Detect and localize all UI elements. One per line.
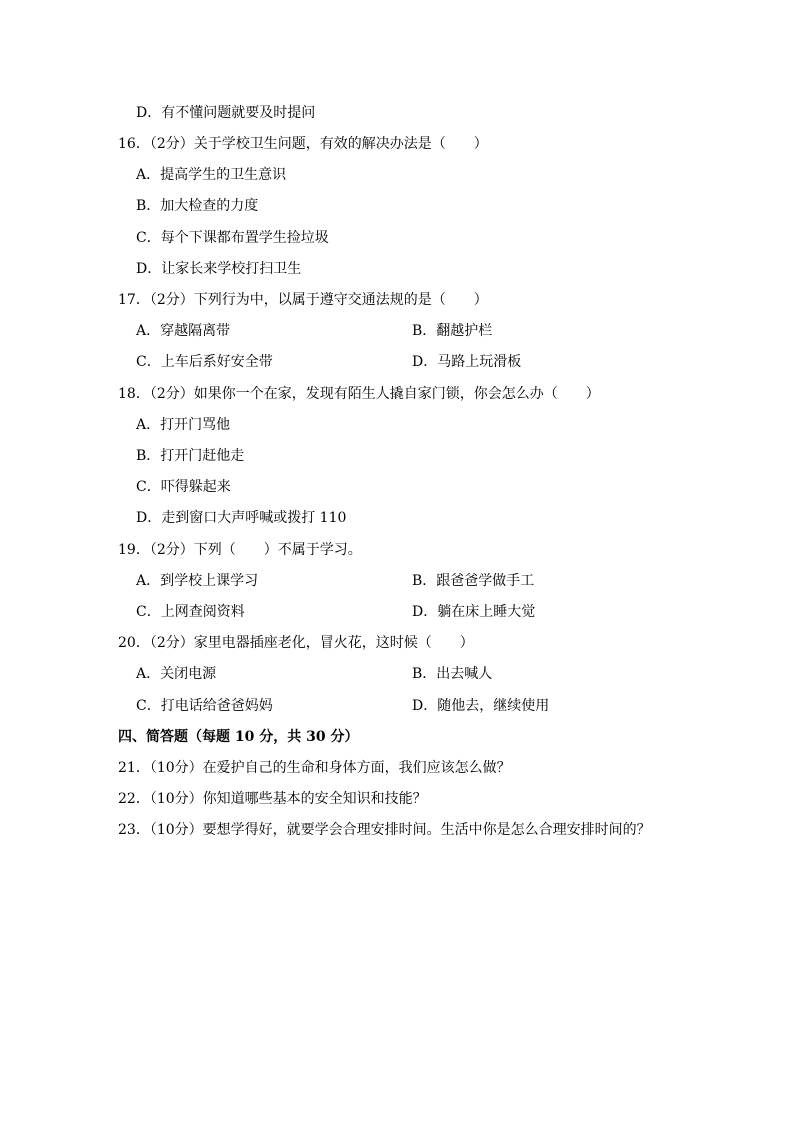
q18-option-a: A．打开门骂他	[136, 417, 231, 433]
q19-option-c: C．上网查阅资料	[136, 604, 245, 620]
q23-stem: 23．（10分）要想学得好，就要学会合理安排时间。生活中你是怎么合理安排时间的？	[118, 822, 651, 838]
q21-stem: 21．（10分）在爱护自己的生命和身体方面，我们应该怎么做？	[118, 760, 511, 776]
q17-option-d: D．马路上玩滑板	[412, 354, 522, 370]
q20-option-d: D．随他去，继续使用	[412, 698, 550, 714]
q17-stem: 17．（2分）下列行为中，以属于遵守交通法规的是（ ）	[118, 292, 488, 308]
q17-option-b: B．翻越护栏	[412, 323, 493, 339]
q20-option-c: C．打电话给爸爸妈妈	[136, 698, 273, 714]
q18-option-b: B．打开门赶他走	[136, 448, 245, 464]
q16-option-d: D．让家长来学校打扫卫生	[136, 261, 302, 277]
q18-option-d: D．走到窗口大声呼喊或拨打 110	[136, 510, 347, 526]
q20-option-a: A．关闭电源	[136, 666, 217, 682]
section-heading: 四、简答题（每题 10 分，共 30 分）	[118, 729, 359, 745]
q20-stem: 20．（2分）家里电器插座老化，冒火花，这时候（ ）	[118, 635, 474, 651]
q18-stem: 18．（2分）如果你一个在家，发现有陌生人撬自家门锁，你会怎么办（ ）	[118, 386, 600, 402]
q17-option-c: C．上车后系好安全带	[136, 354, 273, 370]
q17-option-a: A．穿越隔离带	[136, 323, 231, 339]
q15-option-d: D．有不懂问题就要及时提问	[136, 105, 316, 121]
q19-option-d: D．躺在床上睡大觉	[412, 604, 536, 620]
q20-option-b: B．出去喊人	[412, 666, 493, 682]
q19-option-b: B．跟爸爸学做手工	[412, 573, 535, 589]
q18-option-c: C．吓得躲起来	[136, 479, 231, 495]
q19-option-a: A．到学校上课学习	[136, 573, 259, 589]
q19-stem: 19．（2分）下列（ ）不属于学习。	[118, 542, 362, 558]
q16-stem: 16．（2分）关于学校卫生问题，有效的解决办法是（ ）	[118, 136, 488, 152]
q16-option-c: C．每个下课都布置学生捡垃圾	[136, 230, 329, 246]
q16-option-a: A．提高学生的卫生意识	[136, 167, 287, 183]
q22-stem: 22．（10分）你知道哪些基本的安全知识和技能？	[118, 791, 427, 807]
q16-option-b: B．加大检查的力度	[136, 198, 259, 214]
